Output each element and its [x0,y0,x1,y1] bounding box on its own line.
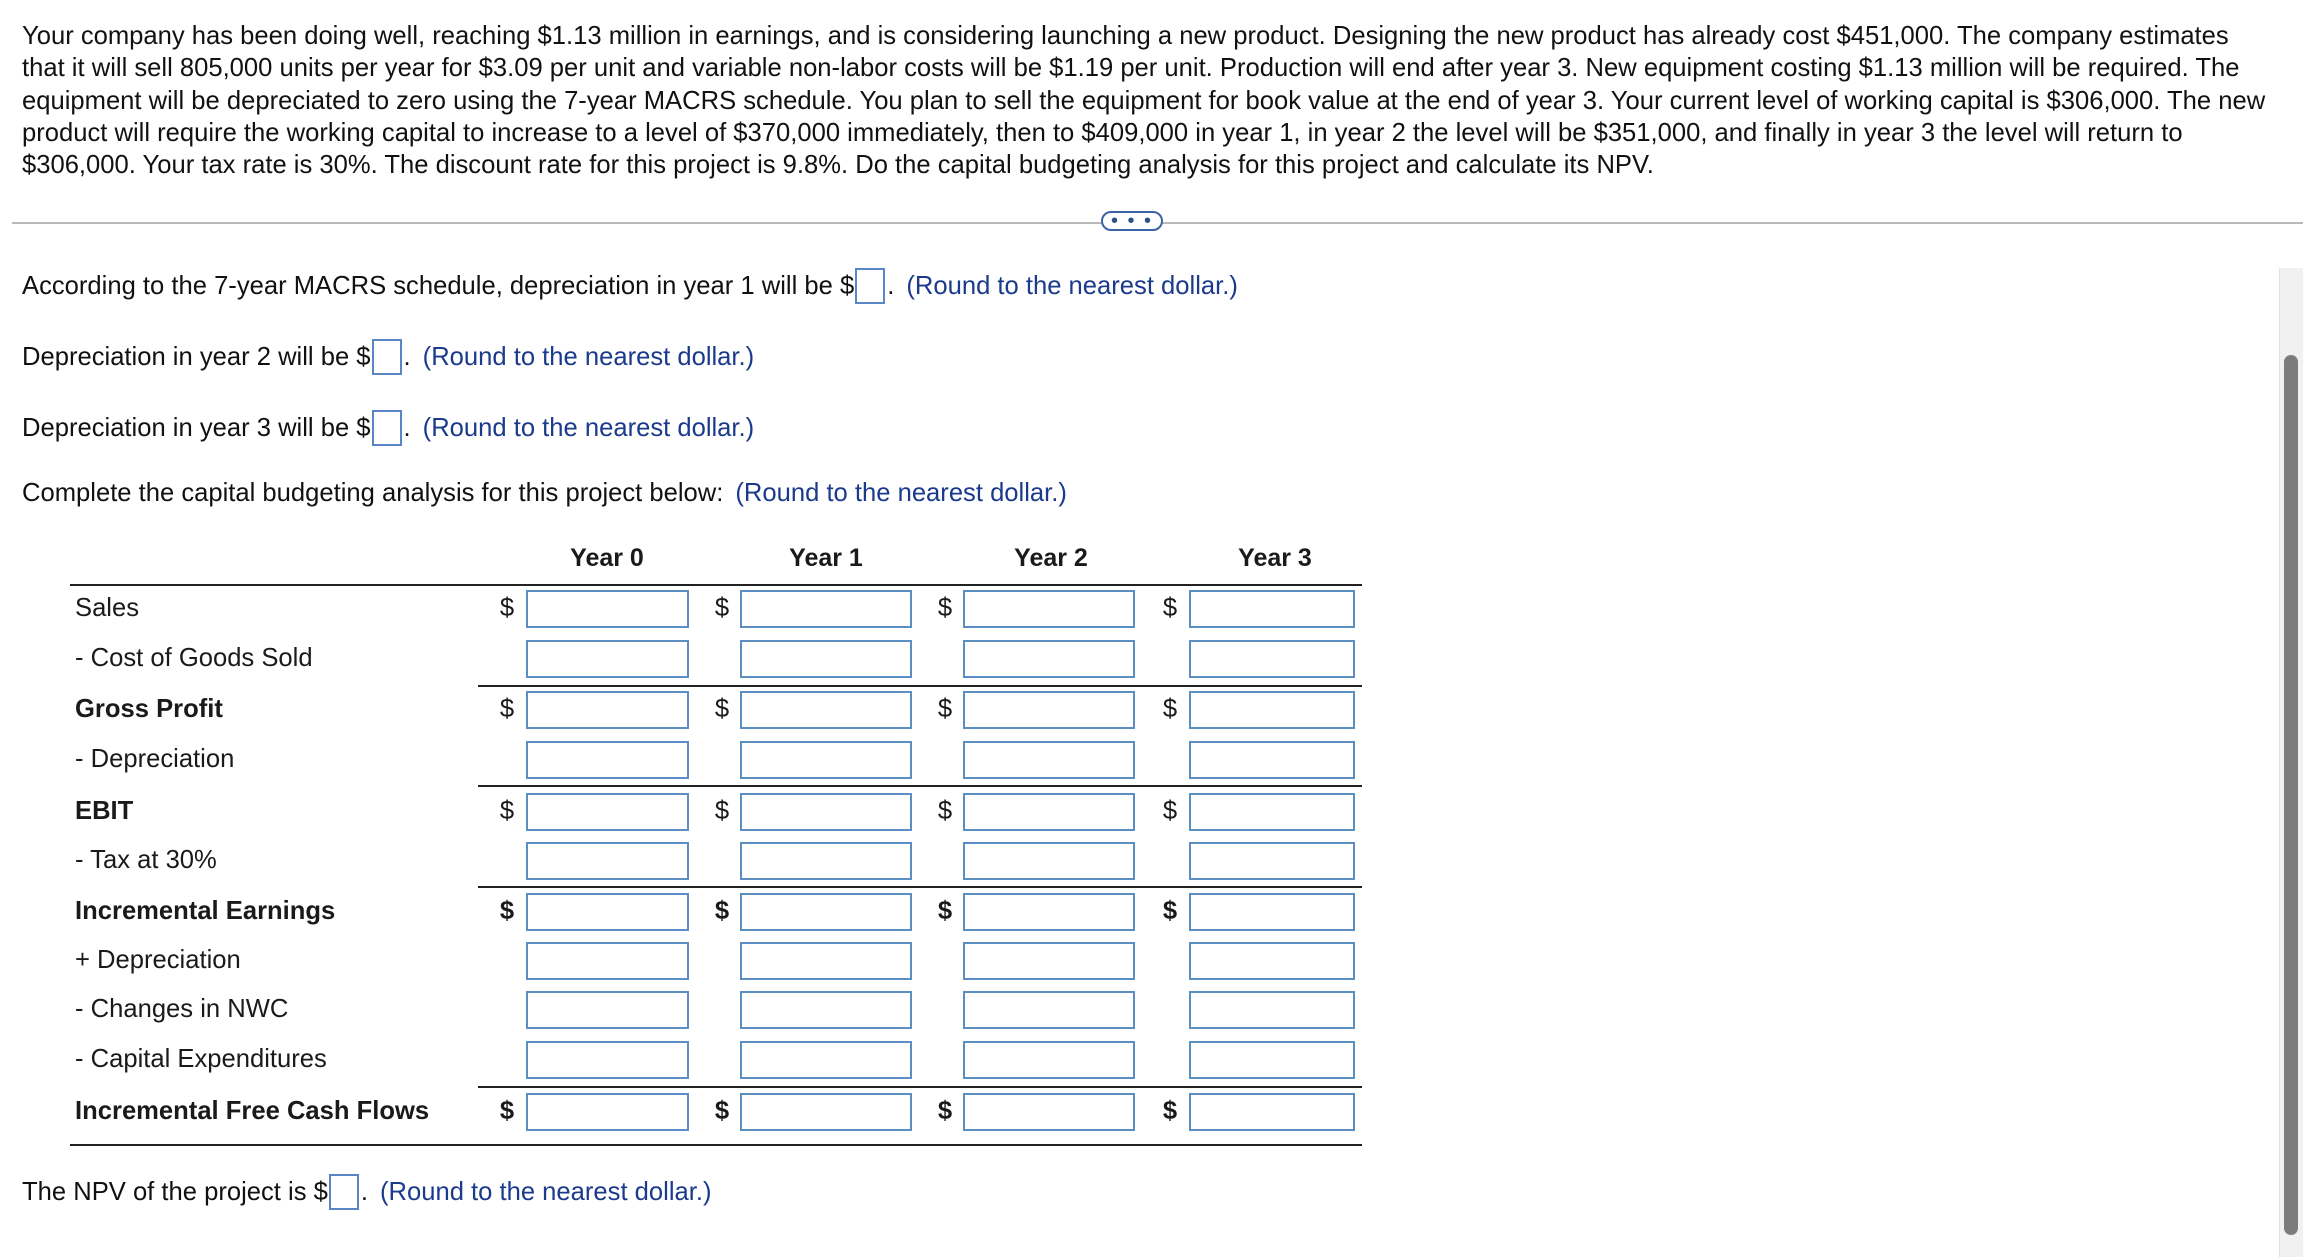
table-input-cell[interactable] [1189,590,1355,628]
currency-symbol: $ [499,897,515,925]
table-input-cell[interactable] [1189,640,1355,678]
depreciation-year2-input[interactable] [372,339,402,375]
round-hint: (Round to the nearest dollar.) [906,272,1238,300]
row-label: Incremental Free Cash Flows [75,1097,430,1125]
question-depreciation-year2 [22,339,754,375]
currency-symbol: $ [937,897,953,925]
table-input-cell[interactable] [1189,741,1355,779]
instruction-text: Complete the capital budgeting analysis for this project below: [22,479,724,507]
currency-symbol: $ [937,797,953,825]
question-text: Depreciation in year 2 will be $ [22,343,371,371]
table-input-cell[interactable] [740,1093,912,1131]
table-input-cell[interactable] [740,991,912,1029]
question-period: . [887,272,895,300]
table-input-cell[interactable] [1189,691,1355,729]
bottom-rule [70,1144,1362,1146]
table-input-cell[interactable] [963,691,1135,729]
currency-symbol: $ [1162,695,1178,723]
table-input-cell[interactable] [963,793,1135,831]
round-hint: (Round to the nearest dollar.) [422,414,755,442]
round-hint: (Round to the nearest dollar.) [422,343,755,371]
problem-statement: Your company has been doing well, reaching $1.13 million in earnings, and is considering launching a new product. Designing the new product has already cost $451,000. The company estimates that it will sell 805,000 units per year for $3.09 per unit and variable non-labor costs will be $1.19 per unit. Production will end after year 3. New equipment costing $1.13 million will be required. The equipment will be depreciated to zero using the 7-year MACRS schedule. You plan to sell the equipment for book value at the end of year 3. Your current level of working capital is $306,000. The new product will require the working capital to increase to a level of $370,000 immediately, then to $409,000 in year 1, in year 2 the level will be $351,000, and finally in year 3 the level will return to $306,000. Your tax rate is 30%. The discount rate for this project is 9.8%. Do the capital budgeting analysis for this project and calculate its NPV. [22,22,2266,180]
table-input-cell[interactable] [1189,842,1355,880]
expand-more-button[interactable]: • • • [1101,211,1163,231]
table-input-cell[interactable] [526,590,689,628]
currency-symbol: $ [714,594,730,622]
question-depreciation-year3 [22,410,754,446]
currency-symbol: $ [499,695,515,723]
table-input-cell[interactable] [740,893,912,931]
table-input-cell[interactable] [526,893,689,931]
currency-symbol: $ [937,1097,953,1125]
question-period: . [360,1178,368,1206]
currency-symbol: $ [937,695,953,723]
subtotal-rule [478,1086,1362,1088]
row-label: - Depreciation [75,745,235,773]
question-period: . [403,343,411,371]
question-text: Depreciation in year 3 will be $ [22,414,371,442]
table-input-cell[interactable] [740,842,912,880]
table-input-cell[interactable] [526,1093,689,1131]
table-input-cell[interactable] [526,842,689,880]
round-hint: (Round to the nearest dollar.) [379,1178,712,1206]
row-label: EBIT [75,797,134,825]
question-period: . [403,414,411,442]
table-input-cell[interactable] [1189,1041,1355,1079]
table-input-cell[interactable] [963,1041,1135,1079]
question-depreciation-year1 [22,268,1238,304]
instruction-line [22,475,1067,511]
currency-symbol: $ [937,594,953,622]
table-input-cell[interactable] [740,793,912,831]
currency-symbol: $ [1162,797,1178,825]
question-npv [22,1174,711,1210]
currency-symbol: $ [499,797,515,825]
table-input-cell[interactable] [526,942,689,980]
currency-symbol: $ [499,1097,515,1125]
table-input-cell[interactable] [963,842,1135,880]
table-input-cell[interactable] [963,1093,1135,1131]
subtotal-rule [478,685,1362,687]
capital-budgeting-table [70,540,1362,1148]
table-input-cell[interactable] [1189,942,1355,980]
table-input-cell[interactable] [526,691,689,729]
currency-symbol: $ [714,695,730,723]
table-input-cell[interactable] [526,793,689,831]
currency-symbol: $ [1162,897,1178,925]
currency-symbol: $ [1162,594,1178,622]
row-label: - Capital Expenditures [75,1045,327,1073]
subtotal-rule [478,785,1362,787]
table-input-cell[interactable] [526,1041,689,1079]
table-input-cell[interactable] [963,991,1135,1029]
row-label: Sales [75,594,140,622]
table-input-cell[interactable] [740,741,912,779]
table-input-cell[interactable] [1189,991,1355,1029]
table-input-cell[interactable] [740,691,912,729]
subtotal-rule [478,886,1362,888]
column-header: Year 0 [570,544,644,572]
scrollbar-thumb[interactable] [2284,355,2298,1235]
table-input-cell[interactable] [963,640,1135,678]
table-input-cell[interactable] [526,741,689,779]
table-input-cell[interactable] [963,741,1135,779]
table-input-cell[interactable] [740,1041,912,1079]
row-label: Gross Profit [75,695,223,723]
row-label: + Depreciation [75,946,241,974]
table-input-cell[interactable] [740,640,912,678]
table-input-cell[interactable] [740,590,912,628]
currency-symbol: $ [714,1097,730,1125]
npv-input[interactable] [329,1174,359,1210]
currency-symbol: $ [1162,1097,1178,1125]
column-header: Year 1 [789,544,863,572]
row-label: Incremental Earnings [75,897,336,925]
table-input-cell[interactable] [1189,1093,1355,1131]
table-input-cell[interactable] [1189,793,1355,831]
currency-symbol: $ [714,797,730,825]
question-text: According to the 7-year MACRS schedule, depreciation in year 1 will be $ [22,272,855,300]
table-input-cell[interactable] [526,640,689,678]
column-header: Year 3 [1238,544,1312,572]
depreciation-year1-input[interactable] [855,268,885,304]
currency-symbol: $ [714,897,730,925]
column-header: Year 2 [1014,544,1088,572]
row-label: - Tax at 30% [75,846,217,874]
table-input-cell[interactable] [963,893,1135,931]
depreciation-year3-input[interactable] [372,410,402,446]
table-input-cell[interactable] [740,942,912,980]
currency-symbol: $ [499,594,515,622]
table-input-cell[interactable] [963,590,1135,628]
table-input-cell[interactable] [1189,893,1355,931]
table-input-cell[interactable] [526,991,689,1029]
question-text: The NPV of the project is $ [22,1178,328,1206]
row-label: - Cost of Goods Sold [75,644,313,672]
round-hint: (Round to the nearest dollar.) [735,479,1067,507]
header-rule [70,584,1362,586]
table-input-cell[interactable] [963,942,1135,980]
row-label: - Changes in NWC [75,995,289,1023]
